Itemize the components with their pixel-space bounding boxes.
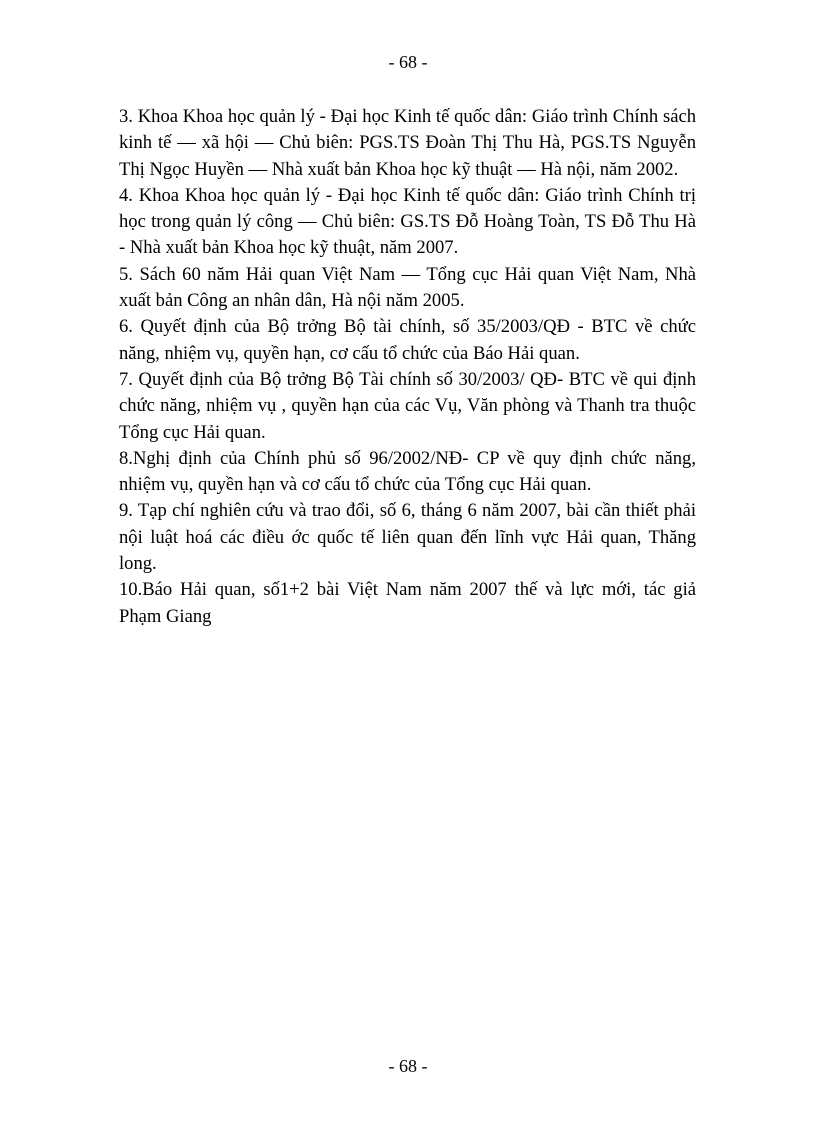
reference-item-5: 5. Sách 60 năm Hải quan Việt Nam — Tổng cục Hải quan Việt Nam, Nhà xuất bản Công an nhân dân, Hà nội năm 2005.: [119, 263, 696, 312]
reference-item-3: 3. Khoa Khoa học quản lý - Đại học Kinh tế quốc dân: Giáo trình Chính sách kinh tế — xã hội — Chủ biên: PGS.TS Đoàn Thị Thu Hà, PGS.TS Nguyễn Thị Ngọc Huyền — Nhà xuất bản Khoa học kỹ thuật — Hà nội, năm 2002.: [119, 106, 696, 180]
reference-item-6: 6. Quyết định của Bộ trởng Bộ tài chính, số 35/2003/QĐ - BTC về chức năng, nhiệm vụ, quyền hạn, cơ cấu tổ chức của Báo Hải quan.: [119, 316, 696, 364]
reference-item-8: 8.Nghị định của Chính phủ số 96/2002/NĐ- CP về quy định chức năng, nhiệm vụ, quyền hạn và cơ cấu tổ chức của Tổng cục Hải quan.: [119, 447, 696, 496]
reference-item-7: 7. Quyết định của Bộ trởng Bộ Tài chính số 30/2003/ QĐ- BTC về qui định chức năng, nhiệm vụ , quyền hạn của các Vụ, Văn phòng và Thanh tra thuộc Tổng cục Hải quan.: [119, 368, 696, 443]
page-number-header: - 68 -: [388, 52, 428, 72]
reference-list: [119, 104, 696, 630]
reference-item-9: 9. Tạp chí nghiên cứu và trao đổi, số 6, tháng 6 năm 2007, bài cần thiết phải nội luật hoá các điều ớc quốc tế liên quan đến lĩnh vực Hải quan, Thăng long.: [119, 500, 696, 575]
reference-item-10: 10.Báo Hải quan, số1+2 bài Việt Nam năm 2007 thế và lực mới, tác giả Phạm Giang: [119, 579, 696, 627]
page-number-footer: - 68 -: [388, 1056, 428, 1076]
reference-item-4: 4. Khoa Khoa học quản lý - Đại học Kinh tế quốc dân: Giáo trình Chính trị học trong quản lý công — Chủ biên: GS.TS Đỗ Hoàng Toàn, TS Đỗ Thu Hà - Nhà xuất bản Khoa học kỹ thuật, năm 2007.: [119, 184, 696, 259]
